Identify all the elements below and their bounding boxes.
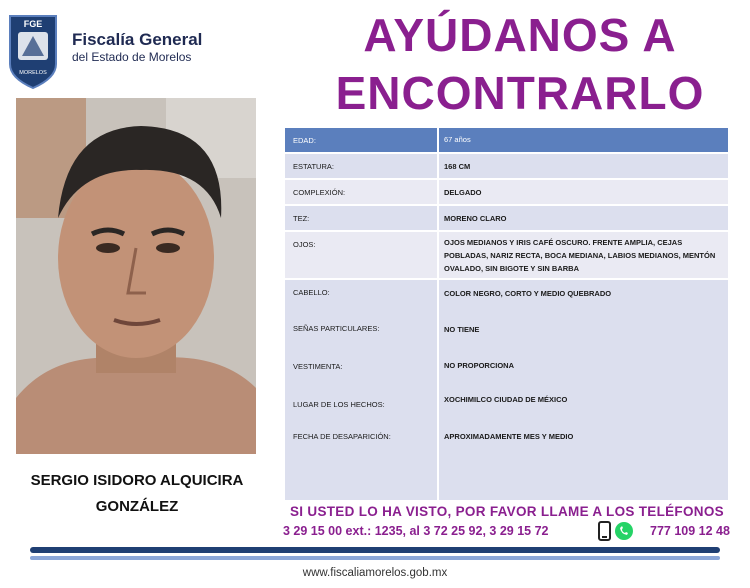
row-divider <box>285 178 728 180</box>
row-value: COLOR NEGRO, CORTO Y MEDIO QUEBRADO <box>444 289 612 298</box>
person-name <box>6 468 268 520</box>
headline-line1: AYÚDANOS A <box>363 9 677 61</box>
row-label: SEÑAS PARTICULARES: <box>293 324 380 333</box>
row-value: APROXIMADAMENTE MES Y MEDIO <box>444 432 574 441</box>
row-label: FECHA DE DESAPARICIÓN: <box>293 432 391 441</box>
table-row <box>285 128 728 152</box>
row-value: NO PROPORCIONA <box>444 361 515 370</box>
row-value: 67 años <box>444 135 471 144</box>
table-row <box>285 320 728 338</box>
table-row <box>285 206 728 230</box>
row-label: OJOS: <box>293 240 316 249</box>
row-value: XOCHIMILCO CIUDAD DE MÉXICO <box>444 395 568 404</box>
row-divider <box>285 204 728 206</box>
org-title: Fiscalía General <box>72 30 203 49</box>
table-row-group <box>285 280 728 500</box>
row-label: LUGAR DE LOS HECHOS: <box>293 400 385 409</box>
row-divider <box>285 230 728 232</box>
row-value: MORENO CLARO <box>444 214 507 223</box>
row-label: EDAD: <box>293 136 316 145</box>
whatsapp-icon <box>615 522 633 540</box>
badge-text: FGE <box>23 19 43 29</box>
table-row <box>285 358 728 376</box>
row-divider <box>285 278 728 280</box>
row-label: ESTATURA: <box>293 162 334 171</box>
whatsapp-number: 777 109 12 48 <box>650 524 730 538</box>
row-label: CABELLO: <box>293 288 330 297</box>
table-row <box>285 284 728 302</box>
footer-divider-dark <box>30 547 720 553</box>
footer-divider-light <box>30 556 720 560</box>
cta-line1: SI USTED LO HA VISTO, POR FAVOR LLAME A LOS TELÉFONOS <box>290 504 724 519</box>
row-value: 168 CM <box>444 162 471 171</box>
row-value: OJOS MEDIANOS Y IRIS CAFÉ OSCURO. FRENTE AMPLIA, CEJAS POBLADAS, NARIZ RECTA, BOCA MEDIANA, LABIOS MEDIANOS, MENTÓN OVALADO, SIN BIGOTE Y SIN BARBA <box>444 238 716 273</box>
table-row <box>285 180 728 204</box>
headline <box>300 6 740 122</box>
column-divider <box>437 128 439 500</box>
row-label: COMPLEXIÓN: <box>293 188 346 197</box>
row-value: NO TIENE <box>444 325 480 334</box>
footer-url: www.fiscaliamorelos.gob.mx <box>302 567 448 579</box>
badge-caption: MORELOS <box>19 70 47 76</box>
headline-line2: ENCONTRARLO <box>335 67 705 119</box>
row-label: TEZ: <box>293 214 310 223</box>
table-row <box>285 232 728 278</box>
missing-person-photo <box>16 98 256 454</box>
row-divider <box>285 152 728 154</box>
table-row <box>285 394 728 412</box>
fge-badge-logo <box>6 12 60 90</box>
row-value: DELGADO <box>444 188 482 197</box>
table-row <box>285 428 728 446</box>
person-name-line1: SERGIO ISIDORO ALQUICIRA <box>30 472 244 489</box>
row-label: VESTIMENTA: <box>293 362 343 371</box>
phone-whatsapp-icons <box>598 521 638 541</box>
table-row <box>285 154 728 178</box>
person-name-line2: GONZÁLEZ <box>95 498 179 515</box>
cta-phone-numbers: 3 29 15 00 ext.: 1235, al 3 72 25 92, 3 29 15 72 <box>283 524 549 538</box>
org-subtitle: del Estado de Morelos <box>72 50 192 64</box>
details-table <box>285 128 728 500</box>
